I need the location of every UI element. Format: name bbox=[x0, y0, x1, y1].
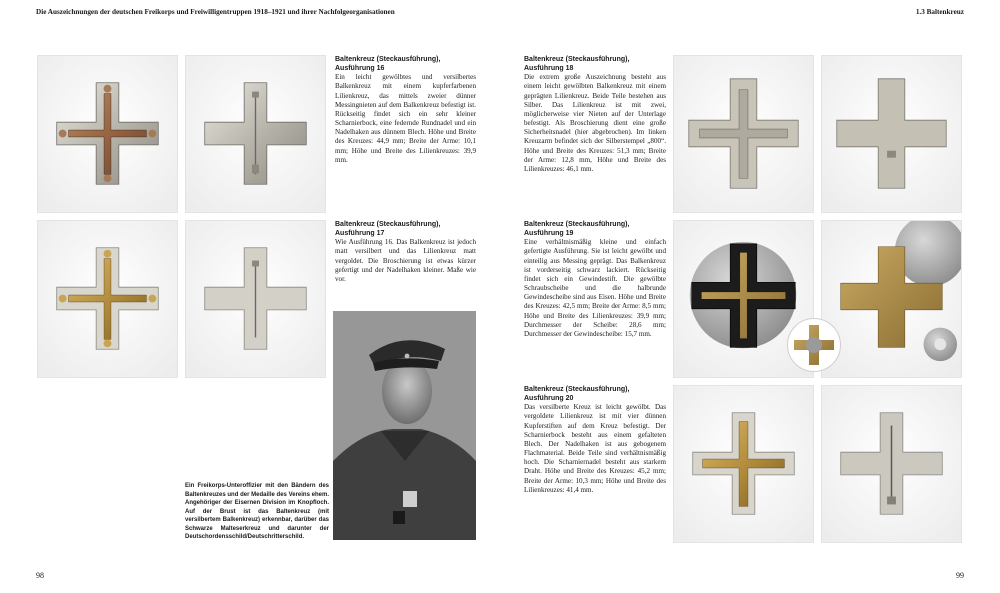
entry-20-title-line1: Baltenkreuz (Steckausführung), bbox=[524, 386, 630, 393]
entry-20-caption bbox=[524, 385, 666, 495]
cross-20-front-photo bbox=[673, 385, 814, 543]
entry-18-title-line2: Ausführung 18 bbox=[524, 65, 574, 73]
cross-18-front-photo bbox=[673, 55, 814, 213]
portrait-caption: Ein Freikorps-Unteroffizier mit den Bändern des Baltenkreuzes und der Medaille des Vereins ehem. Angehöriger der Eisernen Division im Knopfloch. Auf der Brust ist das Baltenkreuz (mit versilbertem Balkenkreuz) erkennbar, darüber das Schwarze Malteserkreuz und darunter der Deutschordensschild/Deutschritterschild. bbox=[185, 483, 329, 540]
entry-19-title-line1: Baltenkreuz (Steckausführung), bbox=[524, 221, 630, 228]
entry-17-body: Wie Ausführung 16. Das Balkenkreuz ist jedoch matt versilbert und das Lilienkreuz matt vergoldet. Die Broschierung ist etwas kürzer gefertigt und der Nadelhaken kleiner. Maße wie vor. bbox=[335, 238, 476, 283]
running-header-right: 1.3 Baltenkreuz bbox=[915, 8, 964, 16]
cross-19-detail-inset bbox=[787, 318, 841, 372]
entry-18-title-line1: Baltenkreuz (Steckausführung), bbox=[524, 56, 630, 63]
entry-18-caption bbox=[524, 55, 666, 174]
entry-20-body: Das versilberte Kreuz ist leicht gewölbt. Das vergoldete Lilienkreuz ist mit vier dünnen Kupferstiften auf dem Kreuz befestigt. Der Scharnierbock besteht aus einem gefalteten Blech. Der Nadelhaken ist aus gebogenem Flachmaterial. Beide Teile sind verhältnismäßig hoch. Die Scharniernadel besteht aus starkem Draht. Höhe und Breite des Kreuzes: 45,2 mm; Breite der Arme: 10,3 mm; Höhe und Breite des Lilienkreuzes: 41,4 mm. bbox=[524, 403, 666, 494]
cross-16-front-photo bbox=[37, 55, 178, 213]
entry-17-caption bbox=[335, 220, 476, 284]
cross-16-back-photo bbox=[185, 55, 326, 213]
cross-18-back-photo bbox=[821, 55, 962, 213]
page-number-left: 98 bbox=[36, 571, 44, 580]
entry-16-title-line2: Ausführung 16 bbox=[335, 65, 385, 73]
entry-18-body: Die extrem große Auszeichnung besteht aus einem leicht gewölbten Balkenkreuz mit einem geprägten Lilienkreuz. Beide Teile bestehen aus Silber. Das Lilienkreuz ist mit zwei, möglicherweise vier Nieten auf der Unterlage befestigt. Als Broschierung dient eine große Sicherheitsnadel (hier abgebrochen). Im linken Kreuzarm befindet sich der Silberstempel „800“. Höhe und Breite des Kreuzes: 51,3 mm; Breite der Arme: 12,8 mm, Höhe und Breite des Lilienkreuzes: 46,1 mm. bbox=[524, 73, 666, 173]
entry-16-body: Ein leicht gewölbtes und versilbertes Balkenkreuz mit einem kupferfarbenen Lilienkreuz, das mittels zweier dünner Messingnieten auf dem Balkenkreuz befestigt ist. Rückseitig findet sich ein sehr kleiner Scharnierbock, eine federnde Rundnadel und ein Nadelhaken aus dünnem Blech. Höhe und Breite des Kreuzes: 44,9 mm; Breite der Arme: 10,1 mm; Höhe und Breite des Lilienkreuzes: 39,9 mm. bbox=[335, 73, 476, 164]
page-number-right: 99 bbox=[956, 571, 964, 580]
entry-16-title-line1: Baltenkreuz (Steckausführung), bbox=[335, 56, 441, 63]
entry-17-title-line1: Baltenkreuz (Steckausführung), bbox=[335, 221, 441, 228]
freikorps-nco-portrait-photo bbox=[333, 311, 476, 540]
entry-19-body: Eine verhältnismäßig kleine und einfach gefertigte Ausführung. Sie ist leicht gewölbt und einteilig aus Messing geprägt. Das Balkenkreuz ist vorderseitig schwarz lackiert. Rückseitig findet sich ein Gewindestift. Die gewölbte Schraubscheibe und die halbrunde Gewindescheibe sind aus Eisen. Höhe und Breite des Kreuzes: 42,5 mm; Breite der Arme: 8,5 mm; Höhe und Breite des Lilienkreuzes: 39,9 mm; Durchmesser der Scheibe: 28,6 mm; Durchmesser der Gewindescheibe: 15,7 mm. bbox=[524, 238, 666, 338]
entry-19-caption bbox=[524, 220, 666, 339]
cross-17-back-photo bbox=[185, 220, 326, 378]
entry-20-title-line2: Ausführung 20 bbox=[524, 395, 574, 403]
cross-20-back-photo bbox=[821, 385, 962, 543]
entry-16-caption bbox=[335, 55, 476, 165]
cross-19-back-photo bbox=[821, 220, 962, 378]
entry-19-title-line2: Ausführung 19 bbox=[524, 230, 574, 238]
cross-17-front-photo bbox=[37, 220, 178, 378]
entry-17-title-line2: Ausführung 17 bbox=[335, 230, 385, 238]
running-header-left: Die Auszeichnungen der deutschen Freikorps und Freiwilligentruppen 1918–1921 und ihrer Nachfolgeorganisationen bbox=[36, 8, 395, 16]
